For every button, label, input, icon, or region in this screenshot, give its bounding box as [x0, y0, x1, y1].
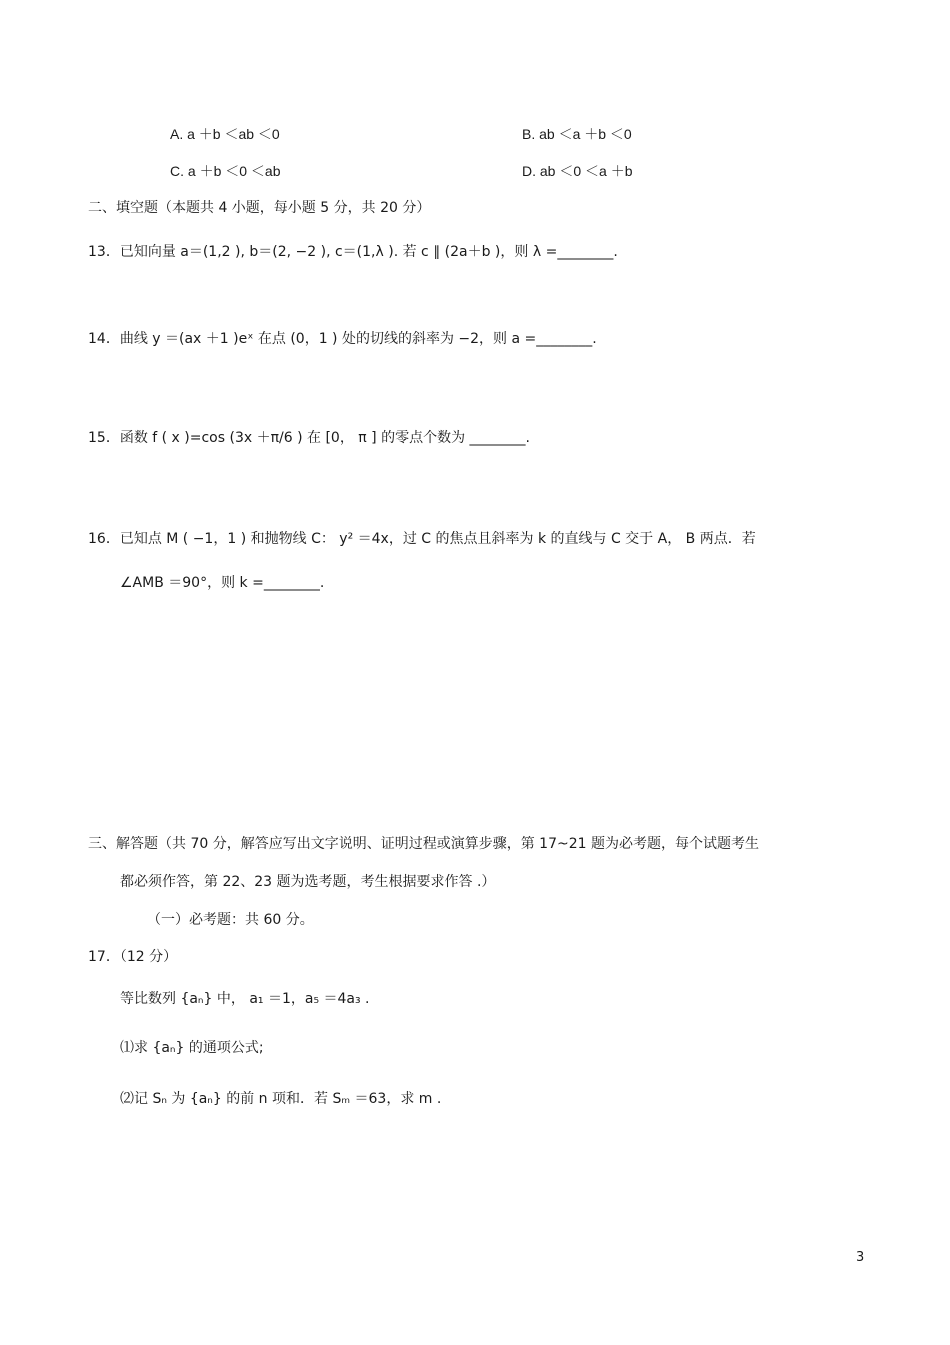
question-16-line-2: ∠AMB ＝90°，则 k =________.	[120, 575, 325, 591]
question-13: 13．已知向量 a＝(1,2 ), b＝(2, −2 ), c＝(1,λ ). 若 c ∥ (2a＋b )，则 λ =________.	[88, 244, 618, 260]
question-16-line-1: 16．已知点 M ( −1，1 ) 和抛物线 C： y² ＝4x，过 C 的焦点且斜率为 k 的直线与 C 交于 A， B 两点．若	[88, 531, 756, 547]
option-a: A. a ＋b ＜ab ＜0	[170, 126, 280, 142]
question-17-part-2: ⑵记 Sₙ 为 {aₙ} 的前 n 项和．若 Sₘ ＝63，求 m .	[120, 1091, 442, 1107]
question-17-header: 17．（12 分）	[88, 949, 178, 965]
section-2-header: 二、填空题（本题共 4 小题，每小题 5 分，共 20 分）	[88, 200, 431, 216]
section-3-header-line-2: 都必须作答，第 22、23 题为选考题，考生根据要求作答 .）	[120, 874, 496, 890]
page-number: 3	[856, 1250, 865, 1265]
question-17-part-1: ⑴求 {aₙ} 的通项公式;	[120, 1040, 264, 1056]
required-subsection: （一）必考题：共 60 分。	[147, 912, 314, 928]
option-b: B. ab ＜a ＋b ＜0	[522, 126, 632, 142]
question-14: 14．曲线 y ＝(ax ＋1 )eˣ 在点 (0，1 ) 处的切线的斜率为 −2，则 a =________.	[88, 331, 597, 347]
option-d: D. ab ＜0 ＜a ＋b	[522, 163, 633, 179]
question-17-stem: 等比数列 {aₙ} 中， a₁ ＝1，a₅ ＝4a₃ .	[120, 991, 370, 1007]
option-c: C. a ＋b ＜0 ＜ab	[170, 163, 281, 179]
section-3-header-line-1: 三、解答题（共 70 分，解答应写出文字说明、证明过程或演算步骤，第 17~21 题为必考题，每个试题考生	[88, 836, 759, 852]
question-15: 15．函数 f ( x )=cos (3x ＋π/6 ) 在 [0， π ] 的零点个数为 ________.	[88, 430, 530, 446]
